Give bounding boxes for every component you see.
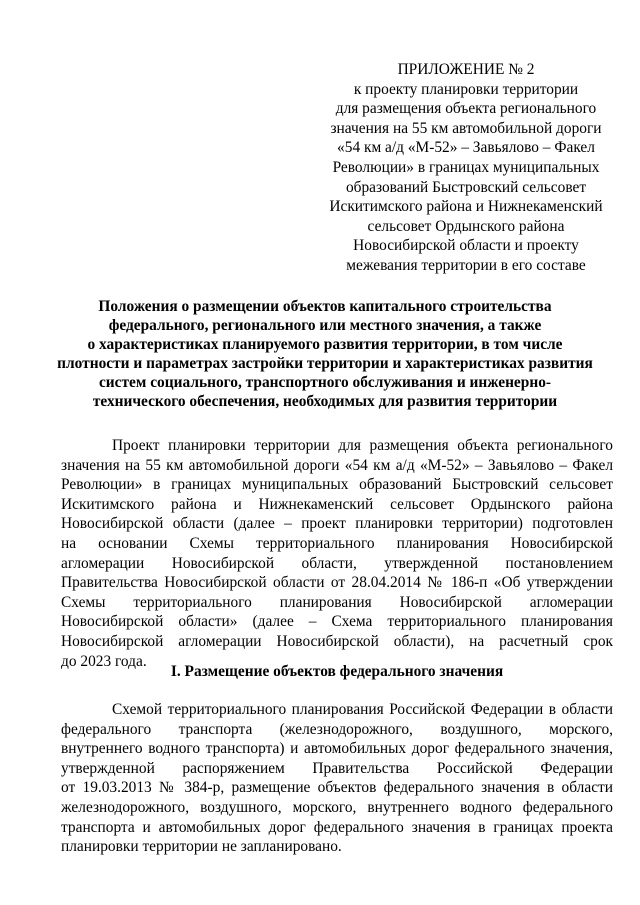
paragraph-line: от 19.03.2013 № 384-р, размещение объектов федерального значения в области xyxy=(61,779,613,797)
heading-line: Положения о размещении объектов капитального строительства xyxy=(98,298,552,315)
paragraph-line: Революции» в границах муниципальных образований Быстровский сельсовет xyxy=(61,476,613,494)
paragraph-line: планировки территории не запланировано. xyxy=(61,838,342,856)
appendix-line: к проекту планировки территории xyxy=(353,80,579,98)
appendix-line: Искитимского района и Нижнекаменский xyxy=(329,198,603,216)
paragraph-line: на основании Схемы территориального планирования Новосибирской xyxy=(61,534,613,552)
paragraph-line: Проект планировки территории для размещения объекта регионального xyxy=(112,437,613,454)
paragraph-line: Искитимского района и Нижнекаменский сельсовет Ордынского района xyxy=(61,495,613,513)
appendix-line: сельсовет Ордынского района xyxy=(367,217,565,235)
intro-paragraph xyxy=(61,436,613,671)
paragraph-line: Правительства Новосибирской области от 28.04.2014 № 186-п «Об утверждении xyxy=(61,574,613,592)
heading-line: плотности и параметрах застройки территории и характеристиках развития xyxy=(57,354,593,372)
appendix-line: образований Быстровский сельсовет xyxy=(345,178,587,196)
appendix-line: межевания территории в его составе xyxy=(346,256,586,274)
paragraph-line: федерального транспорта (железнодорожного, воздушного, морского, xyxy=(61,720,613,738)
heading-line: технического обеспечения, необходимых для развития территории xyxy=(92,392,558,410)
heading-line: федерального, регионального или местного значения, а также xyxy=(108,316,542,334)
paragraph-line: Новосибирской области (далее – проект планировки территории) подготовлен xyxy=(61,515,613,533)
paragraph-line: внутреннего водного транспорта) и автомобильных дорог федерального значения, xyxy=(61,740,613,758)
paragraph-line: до 2023 года. xyxy=(61,652,147,670)
document-heading xyxy=(52,298,598,411)
appendix-line: значения на 55 км автомобильной дороги xyxy=(330,119,602,137)
appendix-title: ПРИЛОЖЕНИЕ № 2 xyxy=(397,61,535,78)
appendix-line: Революции» в границах муниципальных xyxy=(332,158,600,176)
paragraph-line: агломерации Новосибирской области, утвержденной постановлением xyxy=(61,554,613,572)
paragraph-line: транспорта и автомобильных дорог федерального значения в границах проекта xyxy=(61,818,613,836)
section-1-paragraph xyxy=(61,700,613,857)
paragraph-line: утвержденной распоряжением Правительства Российской Федерации xyxy=(61,759,613,777)
paragraph-line: Схемы территориального планирования Новосибирской агломерации xyxy=(61,593,613,611)
paragraph-line: Схемой территориального планирования Российской Федерации в области xyxy=(112,701,613,718)
paragraph-line: Новосибирской области» (далее – Схема территориального планирования xyxy=(61,613,613,631)
appendix-line: для размещения объекта регионального xyxy=(335,100,597,118)
heading-line: систем социального, транспортного обслуживания и инженерно- xyxy=(98,373,552,391)
appendix-line: Новосибирской области и проекту xyxy=(353,237,579,255)
appendix-line: «54 км а/д «М-52» – Завьялово – Факел xyxy=(337,139,595,157)
paragraph-line: значения на 55 км автомобильной дороги «54 км а/д «М-52» – Завьялово – Факел xyxy=(61,456,613,474)
paragraph-line: железнодорожного, воздушного, морского, внутреннего водного федерального xyxy=(61,798,613,816)
paragraph-line: Новосибирской агломерации Новосибирской области), на расчетный срок xyxy=(61,632,613,650)
heading-line: о характеристиках планируемого развития территории, в том числе xyxy=(87,335,563,353)
section-1-title: I. Размещение объектов федерального значения xyxy=(170,663,504,680)
appendix-header xyxy=(318,60,614,276)
